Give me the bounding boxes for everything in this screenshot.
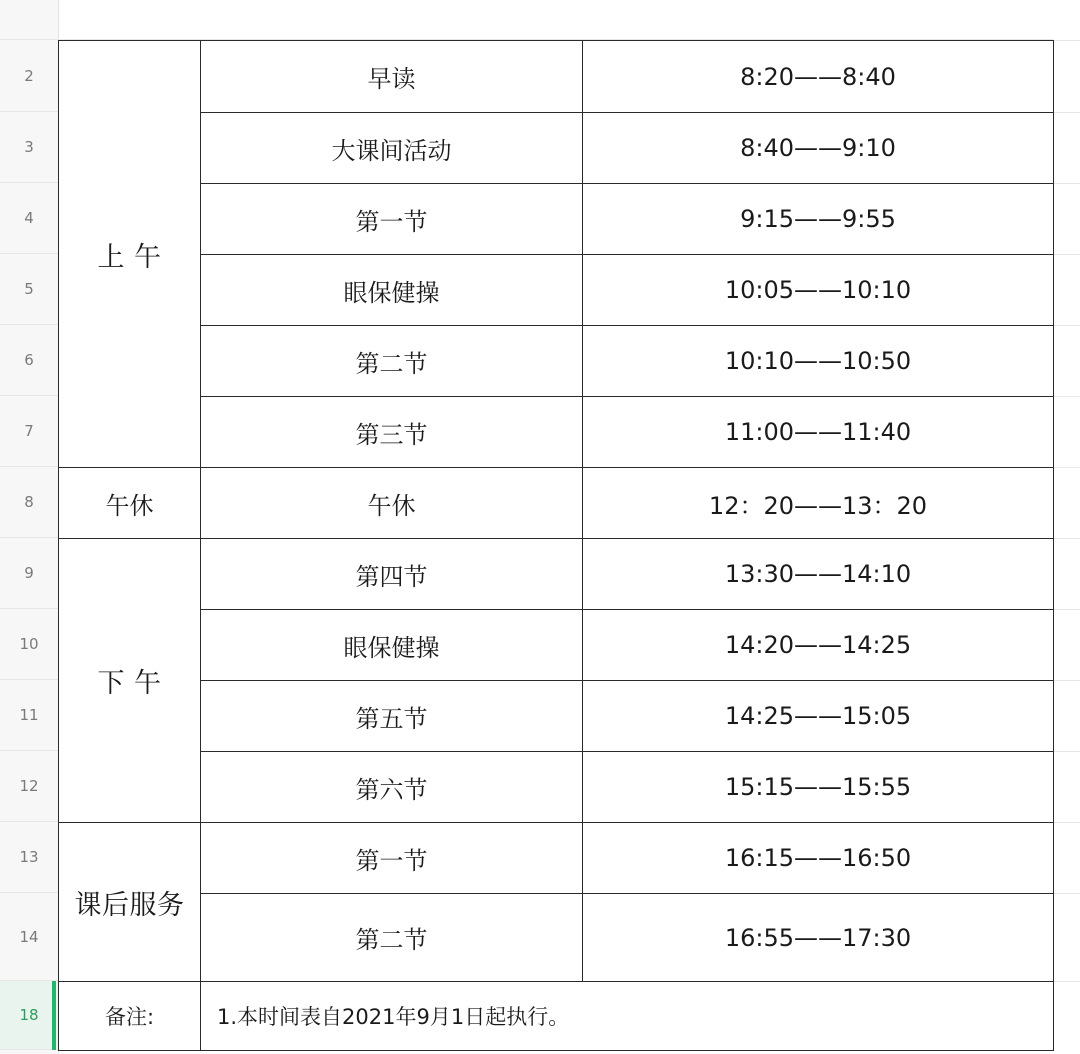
gridline [1053,325,1080,326]
table-row [59,752,1054,823]
table-row [59,468,1054,539]
table-row [59,823,1054,894]
row-number[interactable]: 3 [0,112,58,183]
period-cell[interactable]: 大课间活动 [201,113,583,184]
time-cell[interactable]: 14:20——14:25 [583,610,1054,681]
time-cell[interactable]: 11:00——11:40 [583,397,1054,468]
period-cell[interactable]: 第五节 [201,681,583,752]
time-cell[interactable]: 14:25——15:05 [583,681,1054,752]
time-cell[interactable]: 12：20——13：20 [583,468,1054,539]
row-number[interactable]: 10 [0,609,58,680]
table-row [59,539,1054,610]
time-cell[interactable]: 10:10——10:50 [583,326,1054,397]
table-row [59,255,1054,326]
table-row [59,113,1054,184]
period-cell[interactable]: 第一节 [201,184,583,255]
gridline [1053,40,1080,41]
period-cell[interactable]: 眼保健操 [201,610,583,681]
row-number[interactable]: 4 [0,183,58,254]
table-row [59,610,1054,681]
time-cell[interactable]: 16:15——16:50 [583,823,1054,894]
blank-row[interactable] [58,0,1053,40]
row-number[interactable]: 12 [0,751,58,822]
row-number[interactable]: 13 [0,822,58,893]
time-cell[interactable]: 10:05——10:10 [583,255,1054,326]
row-number[interactable]: 7 [0,396,58,467]
note-label-cell[interactable]: 备注: [59,982,201,1051]
table-row [59,41,1054,113]
gridline [1053,183,1080,184]
period-cell[interactable]: 午休 [201,468,583,539]
time-cell[interactable]: 16:55——17:30 [583,894,1054,982]
table-row-note [59,982,1054,1051]
group-cell-noon[interactable]: 午休 [59,468,201,539]
row-number[interactable]: 14 [0,893,58,981]
row-number-selected[interactable]: 18 [0,981,58,1050]
table-row [59,326,1054,397]
gridline [1053,467,1080,468]
row-number[interactable]: 9 [0,538,58,609]
row-number[interactable]: 2 [0,40,58,112]
gridline [1053,254,1080,255]
gridline [1053,538,1080,539]
group-cell-after-school[interactable]: 课后服务 [59,823,201,982]
period-cell[interactable]: 第二节 [201,326,583,397]
row-selection-indicator [52,981,56,1050]
row-number-blank[interactable] [0,0,58,40]
time-cell[interactable]: 13:30——14:10 [583,539,1054,610]
time-cell[interactable]: 15:15——15:55 [583,752,1054,823]
table-row [59,894,1054,982]
note-text-cell[interactable]: 1.本时间表自2021年9月1日起执行。 [201,982,1054,1051]
period-cell[interactable]: 眼保健操 [201,255,583,326]
time-cell[interactable]: 9:15——9:55 [583,184,1054,255]
row-number[interactable]: 6 [0,325,58,396]
period-cell[interactable]: 第六节 [201,752,583,823]
gridline [1053,396,1080,397]
period-cell[interactable]: 第四节 [201,539,583,610]
period-cell[interactable]: 早读 [201,41,583,113]
gridline [1053,751,1080,752]
row-number[interactable]: 11 [0,680,58,751]
period-cell[interactable]: 第一节 [201,823,583,894]
gridline [1053,609,1080,610]
period-cell[interactable]: 第二节 [201,894,583,982]
gridline [1053,822,1080,823]
group-cell-afternoon[interactable]: 下 午 [59,539,201,823]
schedule-table [58,40,1054,1051]
table-row [59,184,1054,255]
table-row [59,681,1054,752]
time-cell[interactable]: 8:40——9:10 [583,113,1054,184]
time-cell[interactable]: 8:20——8:40 [583,41,1054,113]
gridline [1053,981,1080,982]
gridline [1053,893,1080,894]
group-cell-morning[interactable]: 上 午 [59,41,201,468]
row-number[interactable]: 5 [0,254,58,325]
row-number[interactable]: 8 [0,467,58,538]
period-cell[interactable]: 第三节 [201,397,583,468]
gridline [1053,680,1080,681]
table-row [59,397,1054,468]
right-gutter [1053,0,1080,1054]
gridline [1053,112,1080,113]
